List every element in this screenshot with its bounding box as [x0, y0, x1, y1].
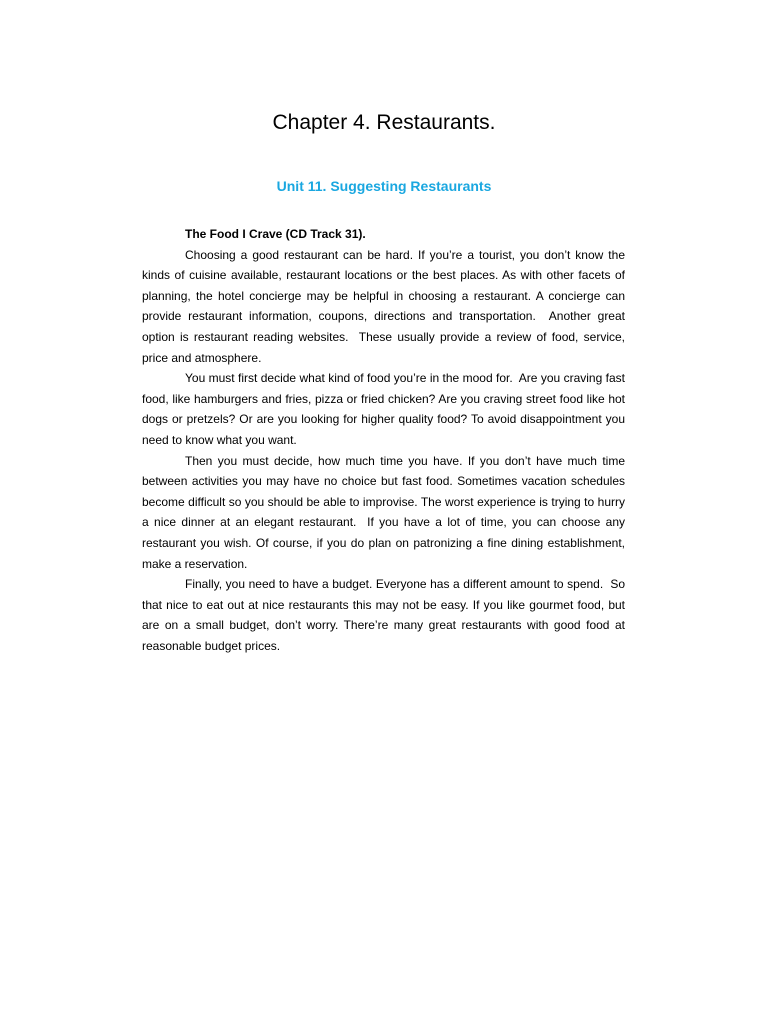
paragraph-budget: Finally, you need to have a budget. Everyone has a different amount to spend. So that nice to eat out at nice restaurants this may not be easy. If you like gourmet food, but are on a small budget, don’t worry. There’re many great restaurants with good food at reasonable budget prices. — [142, 577, 629, 653]
article-heading: The Food I Crave (CD Track 31). — [185, 227, 366, 241]
paragraph-food-type: You must first decide what kind of food you’re in the mood for. Are you craving fast food, like hamburgers and fries, pizza or fried chicken? Are you craving street food like hot dogs or pretzels? Or are you looking for higher quality food? To avoid disappointment you need to know what you want. — [142, 371, 629, 447]
paragraph-intro: Choosing a good restaurant can be hard. If you’re a tourist, you don’t know the kinds of cuisine available, restaurant locations or the best places. As with other facets of planning, the hotel concierge may be helpful in choosing a restaurant. A concierge can provide restaurant information, coupons, directions and transportation. Another great option is restaurant reading websites. These usually provide a review of food, service, price and atmosphere. — [142, 247, 629, 365]
chapter-title: Chapter 4. Restaurants. — [272, 111, 496, 134]
unit-title: Unit 11. Suggesting Restaurants — [276, 178, 492, 194]
paragraph-time: Then you must decide, how much time you have. If you don’t have much time between activities you may have no choice but fast food. Sometimes vacation schedules become difficult so you should be able to improvise. The worst experience is trying to hurry a nice dinner at an elegant restaurant. If you have a lot of time, you can choose any restaurant you wish. Of course, if you do plan on patronizing a fine dining establishment, make a reservation. — [142, 453, 629, 571]
article-body — [142, 224, 629, 656]
